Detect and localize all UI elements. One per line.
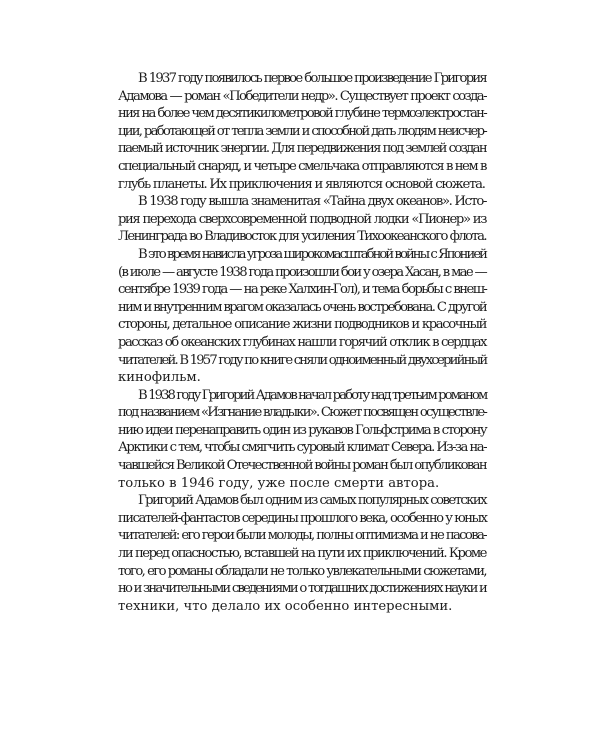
text-line: сентябре 1939 года — на реке Халхин-Гол), и тема борьбы с внеш-: [118, 282, 487, 298]
text-line: нию идеи перенаправить один из рукавов Гольфстрима в сторону: [118, 422, 486, 438]
text-line: Ленинграда во Владивосток для усиления Тихоокеанского флота.: [118, 229, 486, 245]
text-line: специальный снаряд, и четыре смельчака отправляются в нем в: [118, 158, 486, 174]
paragraph-2: [118, 193, 486, 387]
text-line: только в 1946 году, уже после смерти автора.: [118, 475, 440, 491]
text-line: В это время нависла угроза широкомасштабной войны с Японией: [138, 246, 487, 262]
text-line: рассказ об океанских глубинах нашли горячий отклик в сердцах: [118, 334, 486, 350]
text-line: Адамова — роман «Победители недр». Существует проект созда-: [118, 88, 486, 104]
text-line: ли перед опасностью, вставшей на пути их приключений. Кроме: [118, 546, 486, 562]
text-line: ним и внутренним врагом оказалась очень востребована. С другой: [118, 299, 486, 315]
text-line: ния на более чем десятикилометровой глубине термоэлектростан-: [118, 106, 486, 122]
paragraph-3: [118, 387, 486, 493]
text-line: В 1938 году Григорий Адамов начал работу над третьим романом: [138, 387, 487, 403]
text-line: кинофильм.: [118, 370, 201, 386]
text-line: стороны, детальное описание жизни подводников и красочный: [118, 317, 486, 333]
text-line: Арктики с тем, чтобы смягчить суровый климат Севера. Из-за на-: [118, 440, 486, 456]
text-line: (в июле — августе 1938 года произошли бои у озера Хасан, в мае —: [118, 264, 486, 280]
text-line: читателей. В 1957 году по книге сняли одноименный двухсерийный: [118, 352, 487, 368]
text-line: В 1938 году вышла знаменитая «Тайна двух океанов». Исто-: [138, 194, 486, 210]
text-line: глубь планеты. Их приключения и являются основой сюжета.: [118, 176, 485, 192]
text-line: чавшейся Великой Отечественной войны роман был опубликован: [118, 458, 486, 474]
text-line: писателей-фантастов середины прошлого века, особенно у юных: [118, 510, 487, 526]
text-line: под названием «Изгнание владыки». Сюжет посвящен осуществле-: [118, 405, 486, 421]
text-line: техники, что делало их особенно интересными.: [118, 598, 453, 614]
text-line: паемый источник энергии. Для передвижения под землей создан: [118, 141, 486, 157]
paragraph-1: [118, 70, 486, 193]
text-line: того, его романы обладали не только увлекательными сюжетами,: [118, 563, 486, 579]
text-line: Григорий Адамов был одним из самых популярных советских: [138, 493, 486, 509]
text-line: ции, работающей от тепла земли и способной дать людям неисчер-: [118, 123, 486, 139]
text-line: рия перехода сверхсовременной подводной лодки «Пионер» из: [118, 211, 486, 227]
body-text: [118, 70, 486, 615]
text-line: читателей: его герои были молоды, полны оптимизма и не пасова-: [118, 528, 486, 544]
text-line: В 1937 году появилось первое большое произведение Григория: [138, 71, 486, 86]
paragraph-4: [118, 492, 486, 615]
text-line: но и значительными сведениями о тогдашних достижениях науки и: [118, 581, 486, 597]
